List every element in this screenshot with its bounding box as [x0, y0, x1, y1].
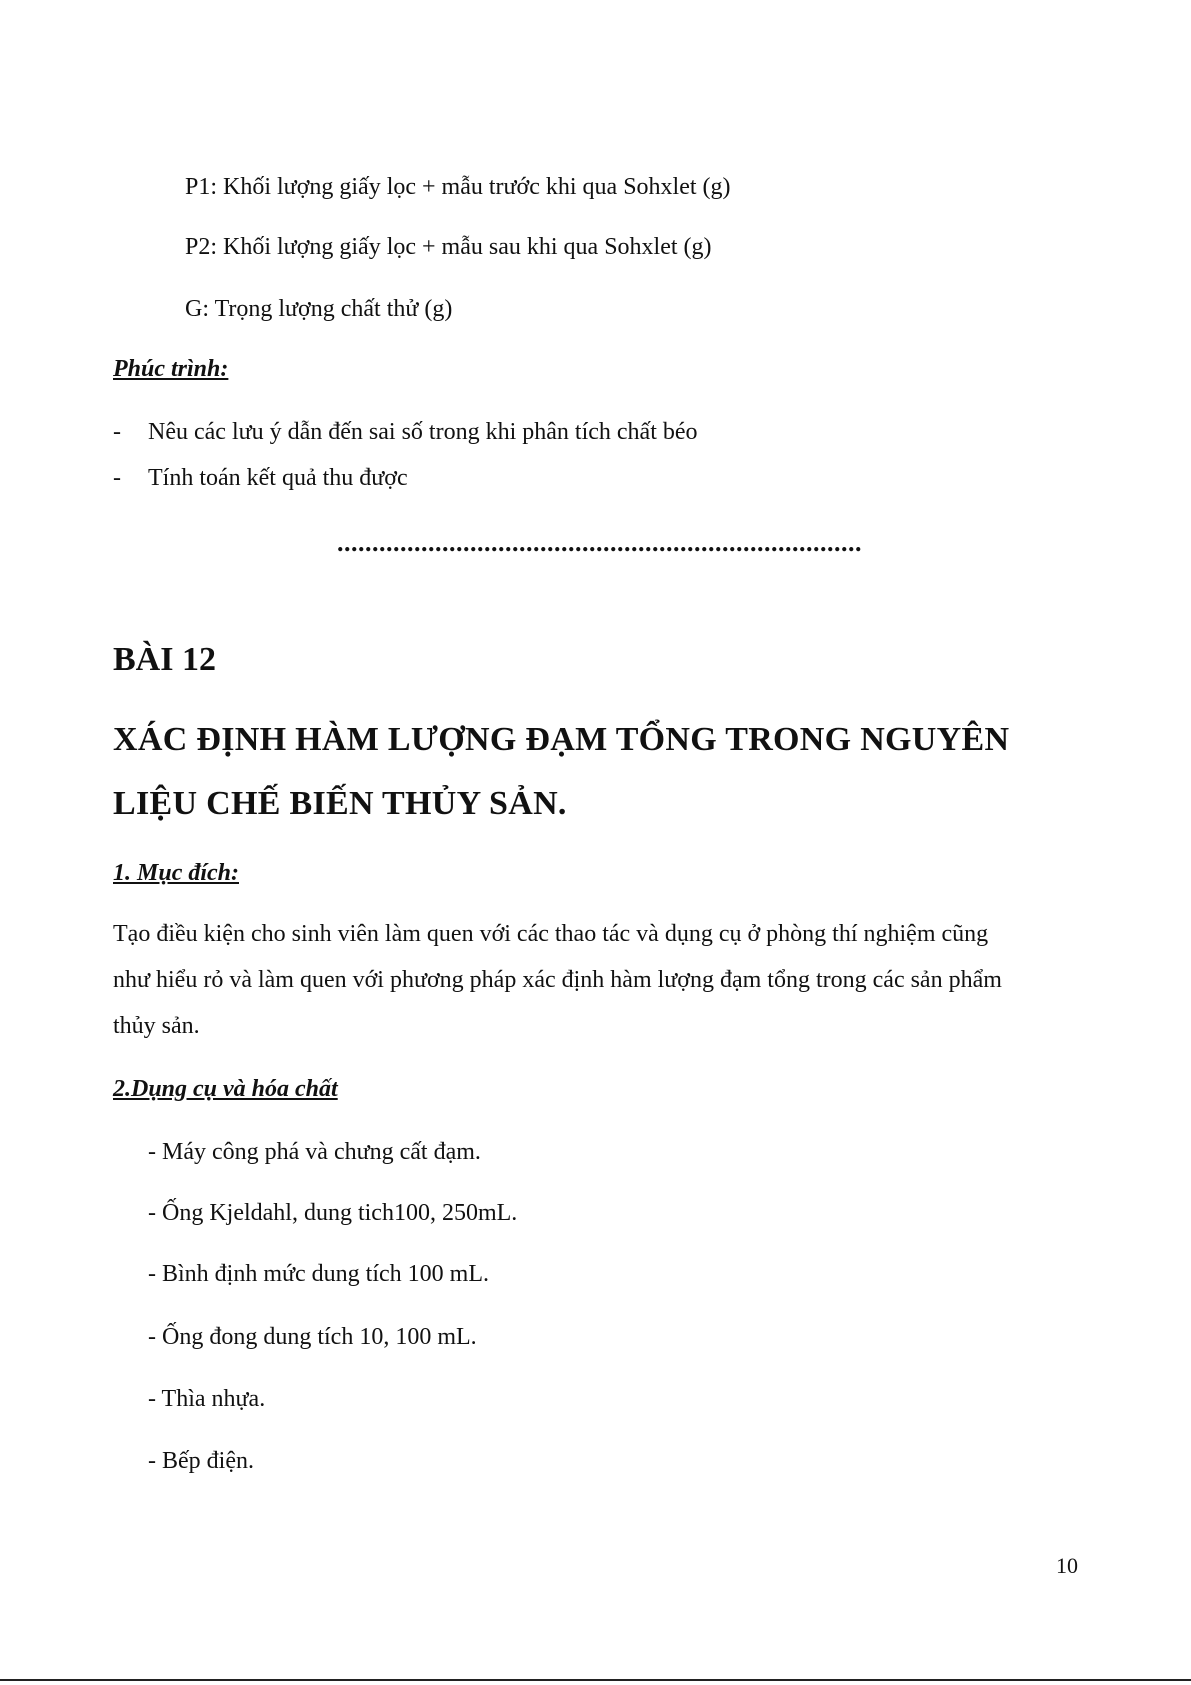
definition-p1: P1: Khối lượng giấy lọc + mẫu trước khi qua Sohxlet (g) [185, 174, 731, 200]
purpose-paragraph-line: Tạo điều kiện cho sinh viên làm quen với các thao tác và dụng cụ ở phòng thí nghiệm cũng [113, 921, 989, 947]
equipment-item: - Ống đong dung tích 10, 100 mL. [148, 1324, 477, 1350]
equipment-item: - Máy công phá và chưng cất đạm. [148, 1139, 481, 1165]
definition-g: G: Trọng lượng chất thử (g) [185, 296, 453, 322]
purpose-paragraph-line: như hiểu rỏ và làm quen với phương pháp xác định hàm lượng đạm tổng trong các sản phẩm [113, 967, 1002, 993]
report-item-text: Nêu các lưu ý dẫn đến sai số trong khi phân tích chất béo [148, 419, 698, 445]
lesson-title-line-1: XÁC ĐỊNH HÀM LƯỢNG ĐẠM TỔNG TRONG NGUYÊN [113, 721, 1010, 758]
section-separator: ........................................................................... [337, 528, 862, 557]
report-item-dash: - [113, 419, 121, 445]
report-item-text: Tính toán kết quả thu được [148, 465, 408, 491]
equipment-item: - Ống Kjeldahl, dung tich100, 250mL. [148, 1200, 518, 1226]
purpose-heading: 1. Mục đích: [113, 860, 239, 886]
page-number: 10 [1056, 1553, 1078, 1578]
equipment-item: - Bếp điện. [148, 1448, 254, 1474]
equipment-item: - Bình định mức dung tích 100 mL. [148, 1261, 489, 1287]
report-heading: Phúc trình: [113, 356, 229, 382]
bottom-divider [0, 1679, 1191, 1681]
report-item-dash: - [113, 465, 121, 491]
lesson-title-line-2: LIỆU CHẾ BIẾN THỦY SẢN. [113, 785, 567, 822]
equipment-heading: 2.Dụng cụ và hóa chất [113, 1076, 338, 1102]
definition-p2: P2: Khối lượng giấy lọc + mẫu sau khi qua Sohxlet (g) [185, 234, 712, 260]
purpose-paragraph-line: thủy sản. [113, 1013, 200, 1039]
equipment-item: - Thìa nhựa. [148, 1386, 266, 1412]
lesson-number: BÀI 12 [113, 641, 216, 678]
